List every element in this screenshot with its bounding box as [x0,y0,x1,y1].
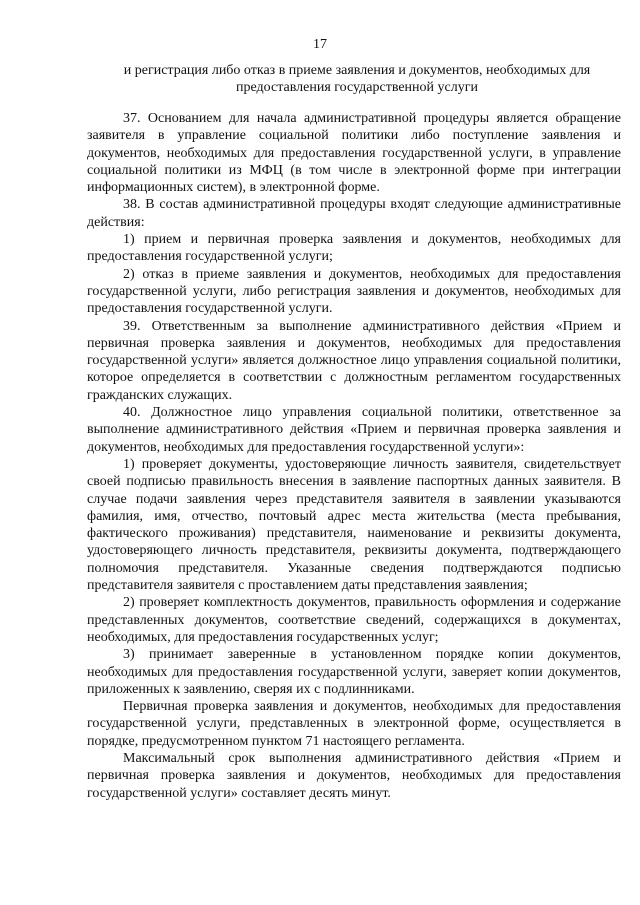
section-title: и регистрация либо отказ в приеме заявления и документов, необходимых для предоставления государственной услуги [123,63,591,95]
paragraph-37: 37. Основанием для начала административной процедуры является обращение заявителя в управление социальной политики либо поступление заявления и документов, необходимых для предоставления государственной услуги, в управление социальной политики из МФЦ (в том числе в электронной форме при интеграции информационных систем), в электронной форме. [87,111,621,196]
paragraph-38-item-1: 1) прием и первичная проверка заявления и документов, необходимых для предоставления государственной услуги; [87,232,621,265]
paragraph-40-item-3: 3) принимает заверенные в установленном порядке копии документов, необходимых для предоставления государственной услуги, заверяет копии документов, приложенных к заявлению, сверяя их с подлинниками. [87,647,621,697]
paragraph-40: 40. Должностное лицо управления социальной политики, ответственное за выполнение административного действия «Прием и первичная проверка заявления и документов, необходимых для предоставления государственной услуги»: [87,405,621,455]
paragraph-40-item-1: 1) проверяет документы, удостоверяющие личность заявителя, свидетельствует своей подписью правильность внесения в заявление паспортных данных заявителя. В случае подачи заявления через представителя заявителя в заявлении указываются фамилия, имя, отчество, почтовый адрес места жительства (места пребывания, фактического проживания) представителя, наименование и реквизиты документа, удостоверяющего личность представителя, реквизиты документа, подтверждающего полномочия представителя. Указанные сведения подтверждаются подписью представителя заявителя с проставлением даты представления заявления; [87,456,621,594]
paragraph-40-item-2: 2) проверяет комплектность документов, правильность оформления и содержание представленных документов, соответствие сведений, содержащихся в документах, необходимых, для предоставления государственных услуг; [87,595,621,645]
paragraph-max-duration: Максимальный срок выполнения административного действия «Прием и первичная проверка заявления и документов, необходимых для предоставления государственной услуги» составляет десять минут. [87,750,621,801]
paragraph-38-item-2: 2) отказ в приеме заявления и документов, необходимых для предоставления государственной услуги, либо регистрация заявления и документов, необходимых для предоставления государственной услуги. [87,266,621,317]
paragraph-39: 39. Ответственным за выполнение административного действия «Прием и первичная проверка заявления и документов, необходимых для предоставления государственной услуги» является должностное лицо управления социальной политики, которое определяется в соответствии с должностным регламентом государственных гражданских служащих. [87,318,621,403]
paragraph-primary-check: Первичная проверка заявления и документов, необходимых для предоставления государственной услуги, представленных в электронной форме, осуществляется в порядке, предусмотренном пунктом 71 настоящего регламента. [87,699,621,749]
paragraph-38: 38. В состав административной процедуры входят следующие административные действия: [87,197,621,230]
body-text [87,110,621,802]
page-number: 17 [313,37,327,52]
